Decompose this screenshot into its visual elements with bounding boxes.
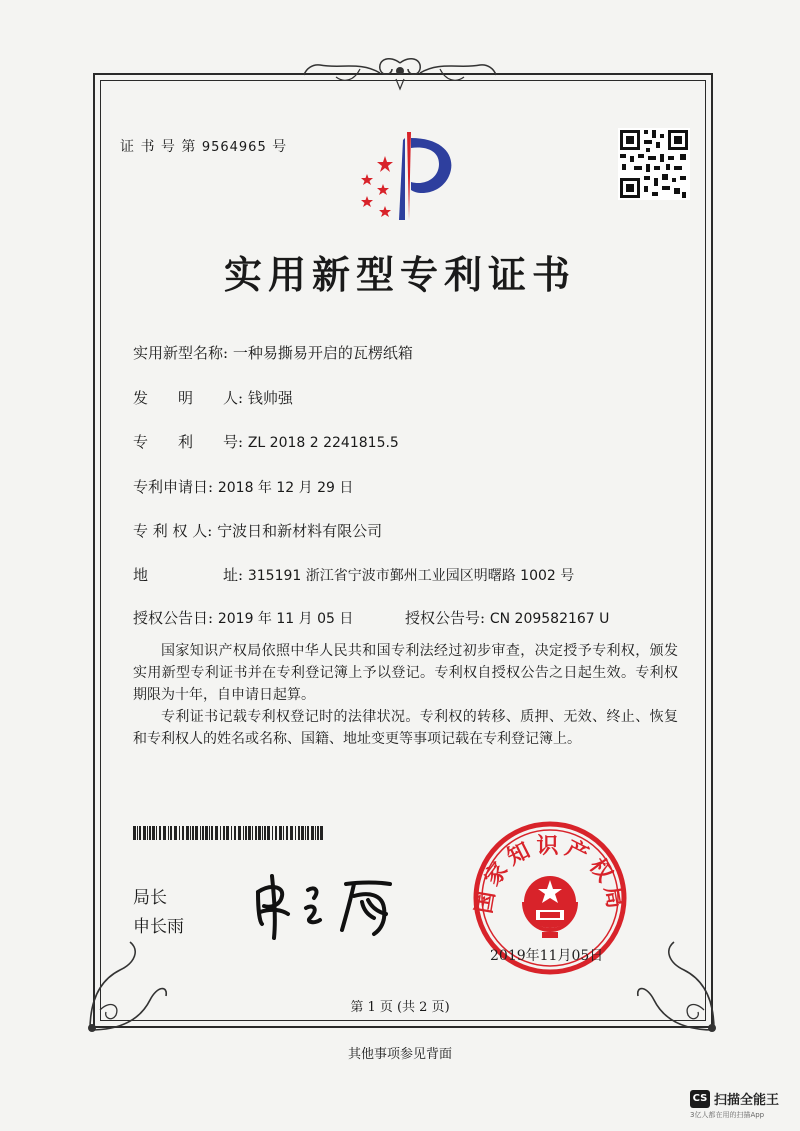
certificate-number-label: 证 书 号 第: [120, 139, 197, 155]
page-number: 第 1 页 (共 2 页): [350, 1000, 450, 1015]
field-value: 宁波日和新材料有限公司: [217, 522, 383, 540]
legal-paragraph-1: 国家知识产权局依照中华人民共和国专利法经过初步审查，决定授予专利权，颁发实用新型专利证书并在专利登记簿上予以登记。专利权自授权公告之日起生效。专利权期限为十年，自申请日起算。: [133, 643, 678, 703]
field-value: 2018 年 12 月 29 日: [217, 480, 354, 496]
field-address: [133, 564, 574, 585]
field-value: 一种易撕易开启的瓦楞纸箱: [232, 344, 413, 362]
field-grant-announcement-number: [405, 607, 609, 628]
field-label: 专 利 权 人:: [133, 522, 213, 540]
field-label: 授权公告号:: [405, 609, 486, 627]
field-value: CN 209582167 U: [489, 611, 610, 627]
qr-code-icon: [618, 128, 690, 200]
field-patent-number: [133, 431, 399, 452]
seal-text: 国家知识产权局: [471, 833, 629, 916]
field-label: 实用新型名称:: [133, 344, 229, 362]
field-value: ZL 2018 2 2241815.5: [247, 435, 399, 451]
field-label: 地 址:: [133, 566, 244, 584]
corner-ornament-bottom-left-icon: [80, 930, 170, 1040]
field-value: 315191 浙江省宁波市鄞州工业园区明曙路 1002 号: [247, 568, 575, 584]
corner-ornament-bottom-right-icon: [634, 930, 724, 1040]
field-label: 专 利 号:: [133, 433, 244, 451]
field-label: 发 明 人:: [133, 389, 244, 407]
camscanner-icon: CS: [690, 1090, 710, 1108]
field-value: 2019 年 11 月 05 日: [217, 611, 354, 627]
certificate-number: [120, 136, 287, 156]
top-ornament-icon: [300, 55, 500, 95]
cnipa-logo-icon: [345, 128, 455, 223]
certificate-title: 实用新型专利证书: [223, 252, 576, 297]
barcode-icon: [133, 826, 323, 840]
director-title: 局长: [133, 888, 167, 908]
director-signature-icon: [250, 872, 420, 942]
back-note: 其他事项参见背面: [347, 1047, 452, 1062]
field-grant-announcement-date: [133, 607, 353, 628]
scanner-tagline: 3亿人都在用的扫描App: [690, 1111, 765, 1119]
legal-paragraph-2: 专利证书记载专利权登记时的法律状况。专利权的转移、质押、无效、终止、恢复和专利权人的姓名或名称、国籍、地址变更等事项记载在专利登记簿上。: [133, 709, 678, 747]
director-name: 申长雨: [133, 917, 184, 937]
certificate-number-suffix: 号: [272, 139, 288, 155]
field-label: 授权公告日:: [133, 609, 214, 627]
field-patentee: [133, 520, 382, 541]
scanner-badge: [690, 1089, 779, 1108]
scanner-name: 扫描全能王: [714, 1093, 780, 1108]
field-label: 专利申请日:: [133, 478, 214, 496]
certificate-number-value: 9564965: [201, 140, 267, 155]
field-inventor: [133, 387, 293, 408]
field-value: 钱帅强: [247, 389, 293, 407]
field-application-date: [133, 476, 353, 497]
seal-date: 2019年11月05日: [490, 948, 604, 964]
field-utility-model-name: [133, 342, 413, 363]
